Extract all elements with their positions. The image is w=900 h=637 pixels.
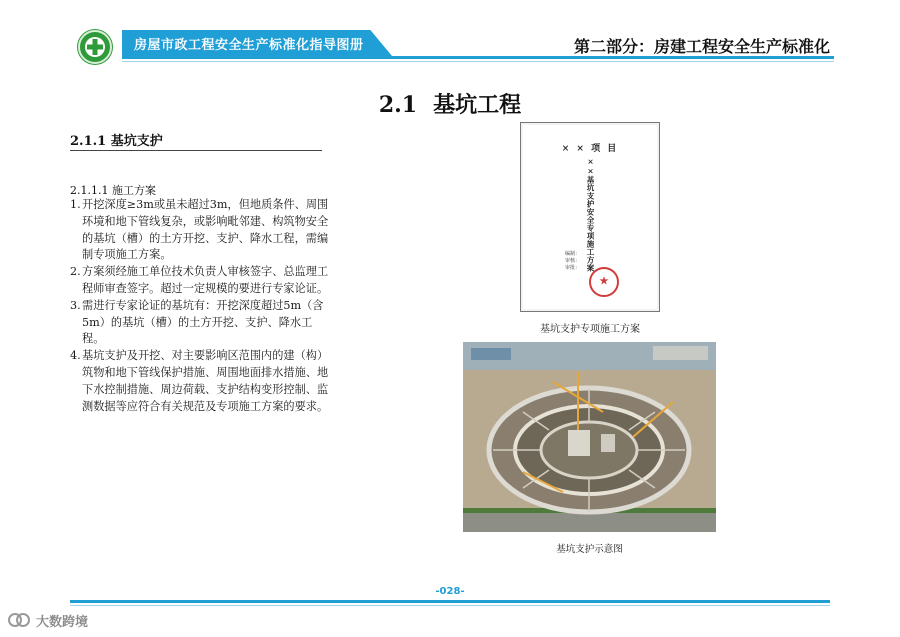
subsubsection-title: 2.1.1.1 施工方案	[70, 184, 156, 197]
page-number: -028-	[435, 586, 465, 597]
document-heading: × × 项 目	[561, 144, 619, 154]
watermark-text: 大数跨境	[36, 614, 89, 630]
signature-line: 编制：	[565, 251, 581, 257]
list-item-number: 3.	[70, 298, 81, 312]
list-item-text: 需进行专家论证的基坑有：开挖深度超过5m（含5m）的基坑（槽）的土方开挖、支护、降水工程。	[82, 298, 324, 346]
list-item-number: 1.	[70, 198, 81, 211]
footer-divider	[70, 600, 830, 603]
list-item-text: 方案须经施工单位技术负责人审核签字、总监理工程师审查签字。超过一定规模的要进行专家论证。	[82, 265, 329, 295]
document-caption: 基坑支护专项施工方案	[540, 324, 640, 335]
watermark-logo-icon	[8, 611, 30, 629]
list-item-text: 开挖深度≥3m或虽未超过3m，但地质条件、周围环境和地下管线复杂，或影响毗邻建、构筑物安全的基坑（槽）的土方开挖、支护、降水工程，需编制专项施工方案。	[82, 198, 329, 262]
requirement-list	[70, 197, 330, 415]
document-vertical-title: ××基坑支护安全专项施工方案	[586, 157, 595, 272]
signature-line: 审核：	[565, 258, 581, 264]
list-item-text: 基坑支护及开挖、对主要影响区范围内的建（构）筑物和地下管线保护措施、周围地面排水措施、地下水控制措施、周边荷载、支护结构变形控制、监测数据等应符合有关规范及专项施工方案的要求。	[82, 349, 329, 413]
header-divider-thin	[122, 61, 834, 62]
subsection-divider	[70, 150, 322, 151]
section-title	[0, 88, 900, 119]
watermark	[8, 611, 88, 629]
list-item	[70, 197, 330, 264]
list-item	[70, 298, 330, 348]
list-item-number: 2.	[70, 265, 81, 279]
foundation-pit-aerial-photo	[463, 342, 716, 532]
red-seal-stamp-icon: ★	[589, 267, 619, 297]
subsection-title: 2.1.1 基坑支护	[70, 134, 163, 149]
list-item-number: 4.	[70, 349, 81, 363]
page-header	[0, 0, 900, 72]
section-number: 2.1	[378, 92, 418, 118]
list-item	[70, 264, 330, 298]
signature-line: 审批：	[565, 265, 581, 271]
footer-divider-thin	[70, 605, 830, 606]
photo-caption: 基坑支护示意图	[556, 544, 623, 555]
section-name: 基坑工程	[433, 92, 522, 118]
part-title: 第二部分：房建工程安全生产标准化	[573, 37, 830, 56]
list-item	[70, 348, 330, 415]
book-title: 房屋市政工程安全生产标准化指导图册	[134, 38, 364, 53]
safety-cross-logo-icon	[78, 30, 112, 64]
header-divider	[122, 56, 834, 59]
construction-plan-document-image	[520, 122, 660, 312]
